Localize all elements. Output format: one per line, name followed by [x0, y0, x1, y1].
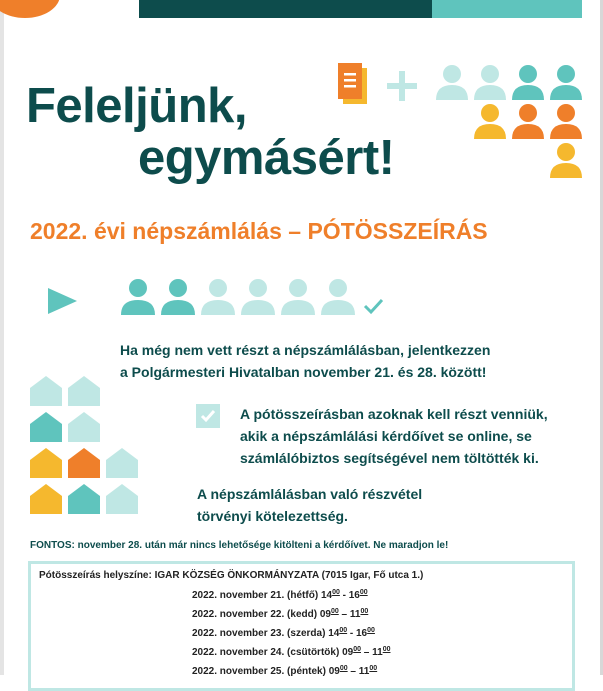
- location-value: IGAR KÖZSÉG ÖNKORMÁNYZATA (7015 Igar, Fő utca 1.): [154, 570, 424, 581]
- schedule-row: 2022. november 23. (szerda) $14^{00} - 16^{00}$: [192, 627, 375, 639]
- schedule-row: 2022. november 22. (kedd) $09^{00} - 11^{00}$: [192, 608, 369, 620]
- checkbox-icon: [196, 404, 220, 428]
- intro-line-2: a Polgármesteri Hivatalban november 21. és 28. között!: [120, 364, 487, 380]
- play-arrow-icon: [48, 288, 77, 314]
- intro-text: [120, 339, 490, 383]
- schedule-row: 2022. november 25. (péntek) $09^{00} - 11^{00}$: [192, 665, 378, 677]
- info-line-1: A pótösszeírásban azoknak kell részt venniük,: [240, 406, 548, 422]
- orange-corner-shape: [0, 0, 60, 18]
- page-frame-left: [0, 0, 4, 675]
- location-label: Pótösszeírás helyszíne:: [39, 570, 152, 581]
- title-line-1: Feleljünk,: [26, 79, 248, 133]
- people-row-illustration: [44, 276, 389, 322]
- title-line-2: egymásért!: [138, 131, 395, 185]
- schedule-location: [39, 570, 423, 581]
- house-icon: [30, 376, 62, 406]
- header-bar-dark: [139, 0, 432, 18]
- fontos-note: [30, 540, 448, 551]
- info-line-2: akik a népszámlálási kérdőívet se online, se: [240, 428, 532, 444]
- subtitle: 2022. évi népszámlálás – PÓTÖSSZEÍRÁS: [30, 218, 488, 244]
- fontos-text: november 28. után már nincs lehetősége kitölteni a kérdőívet. Ne maradjon le!: [77, 540, 449, 551]
- page-title: [26, 80, 394, 184]
- houses-illustration: [28, 374, 143, 520]
- schedule-row: 2022. november 21. (hétfő) $14^{00} - 16^{00}$: [192, 589, 368, 601]
- info-line-3: számlálóbiztos segítségével nem töltötték ki.: [240, 450, 539, 466]
- obligation-line-1: A népszámlálásban való részvétel: [197, 486, 423, 502]
- info-text: [240, 403, 548, 469]
- header-bar-light: [432, 0, 582, 18]
- obligation-line-2: törvényi kötelezettség.: [197, 508, 348, 524]
- intro-line-1: Ha még nem vett részt a népszámlálásban, jelentkezzen: [120, 342, 491, 358]
- obligation-text: [197, 483, 422, 527]
- schedule-row: 2022. november 24. (csütörtök) $09^{00} - 11^{00}$: [192, 646, 391, 658]
- fontos-label: FONTOS:: [30, 540, 75, 551]
- people-grid-icon: [436, 65, 582, 178]
- check-icon: [365, 300, 382, 312]
- schedule-box: [28, 561, 575, 691]
- schedule-list: [192, 586, 390, 681]
